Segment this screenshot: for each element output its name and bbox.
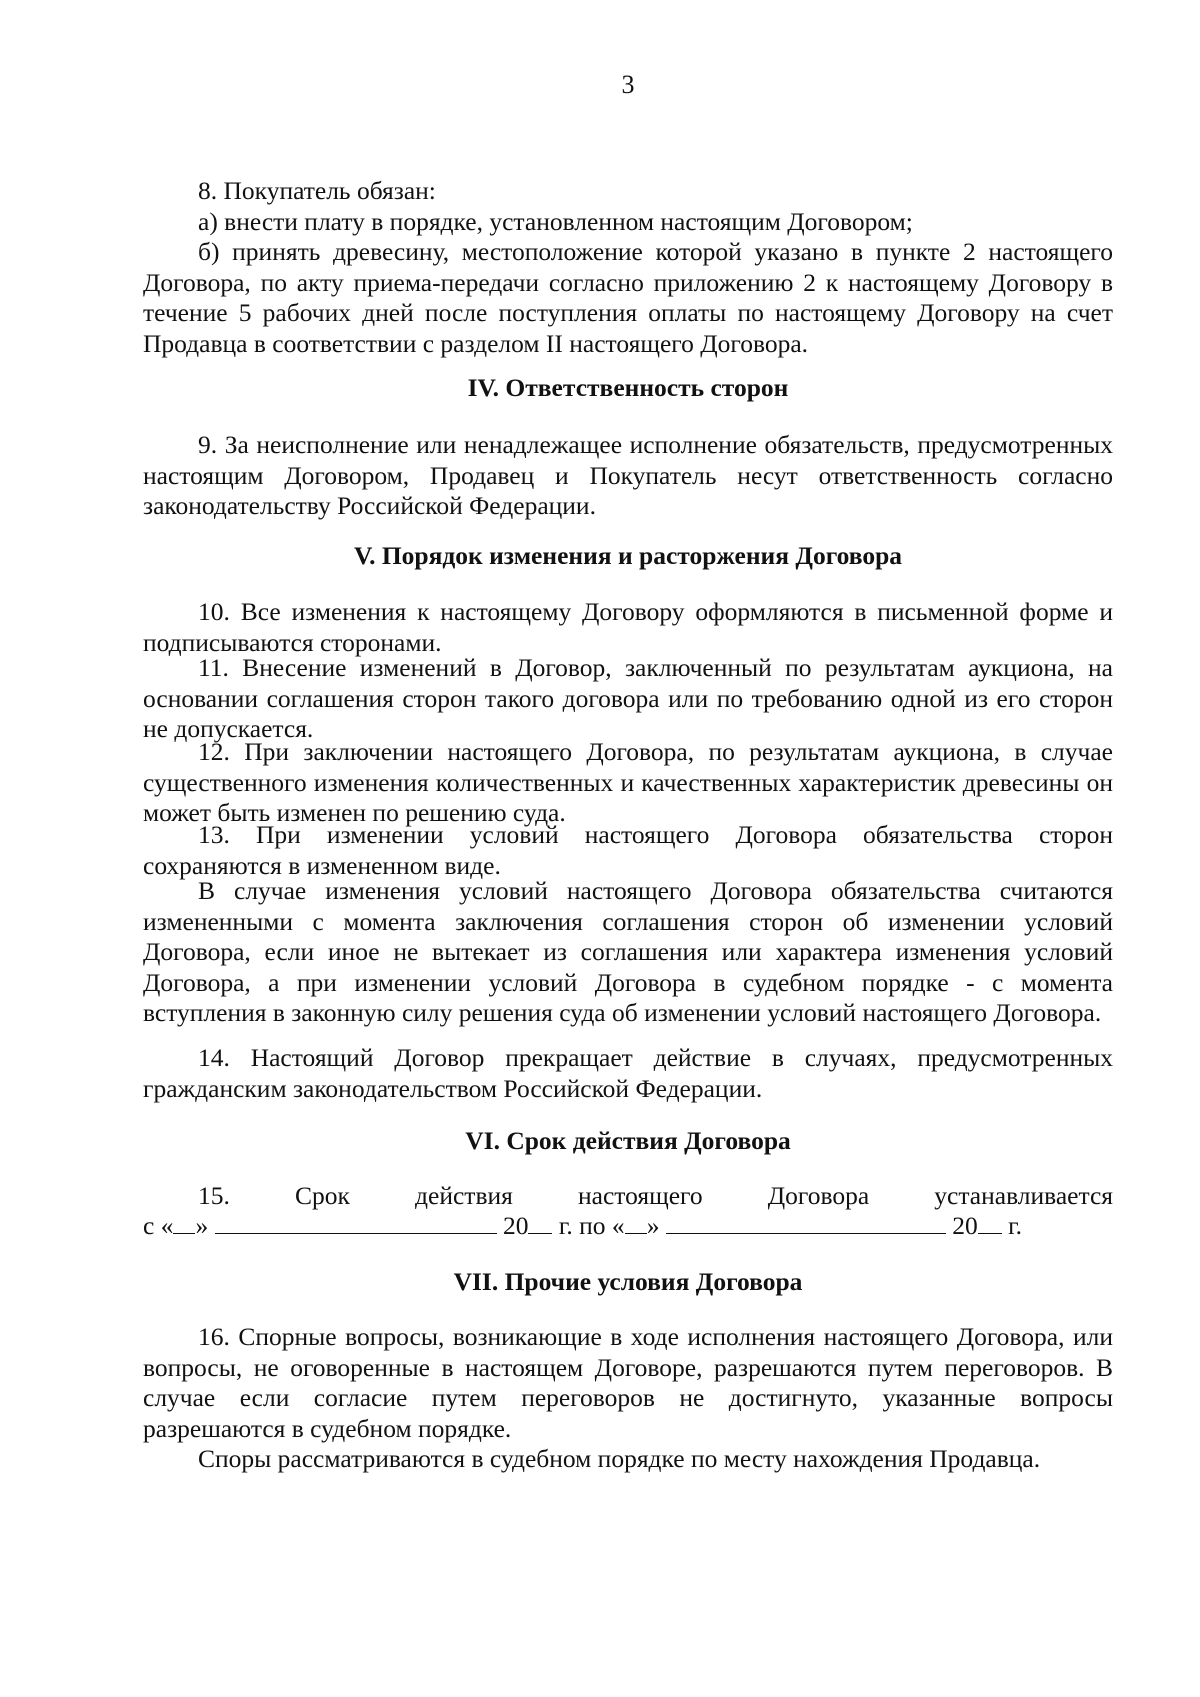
section-6-heading: VI. Срок действия Договора (465, 1126, 791, 1155)
year-suffix: г. (1008, 1211, 1023, 1240)
clause-12: 12. При заключении настоящего Договора, по результатам аукциона, в случае существенного изменения количественных и качественных характеристик древесины он может быть изменен по решению суда. (143, 737, 1113, 828)
section-7-heading: VII. Прочие условия Договора (453, 1267, 803, 1296)
clause-11: 11. Внесение изменений в Договор, заключенный по результатам аукциона, на основании соглашения сторон такого договора или по требованию одной из его сторон не допускается. (143, 653, 1113, 744)
year-prefix-1: 20 (502, 1211, 529, 1240)
day-blank-2 (625, 1211, 647, 1234)
date-to-prefix: г. по « (558, 1211, 625, 1240)
clause-8-b: б) принять древесину, местоположение которой указано в пункте 2 настоящего Договора, по акту приема-передачи согласно приложению 2 к настоящему Договору в течение 5 рабочих дней после поступления оплаты по настоящему Договору на счет Продавца в соответствии с разделом II настоящего Договора. (143, 237, 1113, 358)
date-quote-2: » (646, 1211, 660, 1240)
clause-8-a: а) внести плату в порядке, установленном настоящим Договором; (198, 207, 913, 236)
year-blank-1 (528, 1211, 552, 1234)
clause-13-b: В случае изменения условий настоящего Договора обязательства считаются измененными с момента заключения соглашения сторон об изменении условий Договора, если иное не вытекает из соглашения или характера изменения условий Договора, а при изменении условий Договора в судебном порядке - с момента вступления в законную силу решения суда об изменении условий настоящего Договора. (143, 876, 1113, 1028)
clause-8-title: 8. Покупатель обязан: (198, 176, 436, 205)
year-blank-2 (978, 1211, 1002, 1234)
clause-13: 13. При изменении условий настоящего Договора обязательства сторон сохраняются в измененном виде. (143, 820, 1113, 880)
clause-14: 14. Настоящий Договор прекращает действие в случаях, предусмотренных гражданским законодательством Российской Федерации. (143, 1043, 1113, 1103)
day-blank-1 (173, 1211, 195, 1234)
year-prefix-2: 20 (952, 1211, 978, 1240)
date-quote-1: » (195, 1211, 209, 1240)
section-5-heading: V. Порядок изменения и расторжения Договора (353, 541, 903, 570)
month-blank-1 (215, 1211, 497, 1234)
page-number: 3 (621, 70, 635, 99)
clause-10: 10. Все изменения к настоящему Договору оформляются в письменной форме и подписываются сторонами. (143, 597, 1113, 657)
month-blank-2 (666, 1211, 946, 1234)
clause-15-dates (143, 1211, 1113, 1242)
clause-9: 9. За неисполнение или ненадлежащее исполнение обязательств, предусмотренных настоящим Договором, Продавец и Покупатель несут ответственность согласно законодательству Российской Федерации. (143, 430, 1113, 521)
section-4-heading: IV. Ответственность сторон (467, 373, 789, 402)
clause-16-b: Споры рассматриваются в судебном порядке по месту нахождения Продавца. (198, 1444, 1041, 1473)
date-from-prefix: с « (143, 1211, 174, 1240)
clause-16: 16. Спорные вопросы, возникающие в ходе исполнения настоящего Договора, или вопросы, не оговоренные в настоящем Договоре, разрешаются путем переговоров. В случае если согласие путем переговоров не достигнуто, указанные вопросы разрешаются в судебном порядке. (143, 1322, 1113, 1443)
clause-15-line1: 15. Срок действия настоящего Договора устанавливается (198, 1181, 1113, 1210)
